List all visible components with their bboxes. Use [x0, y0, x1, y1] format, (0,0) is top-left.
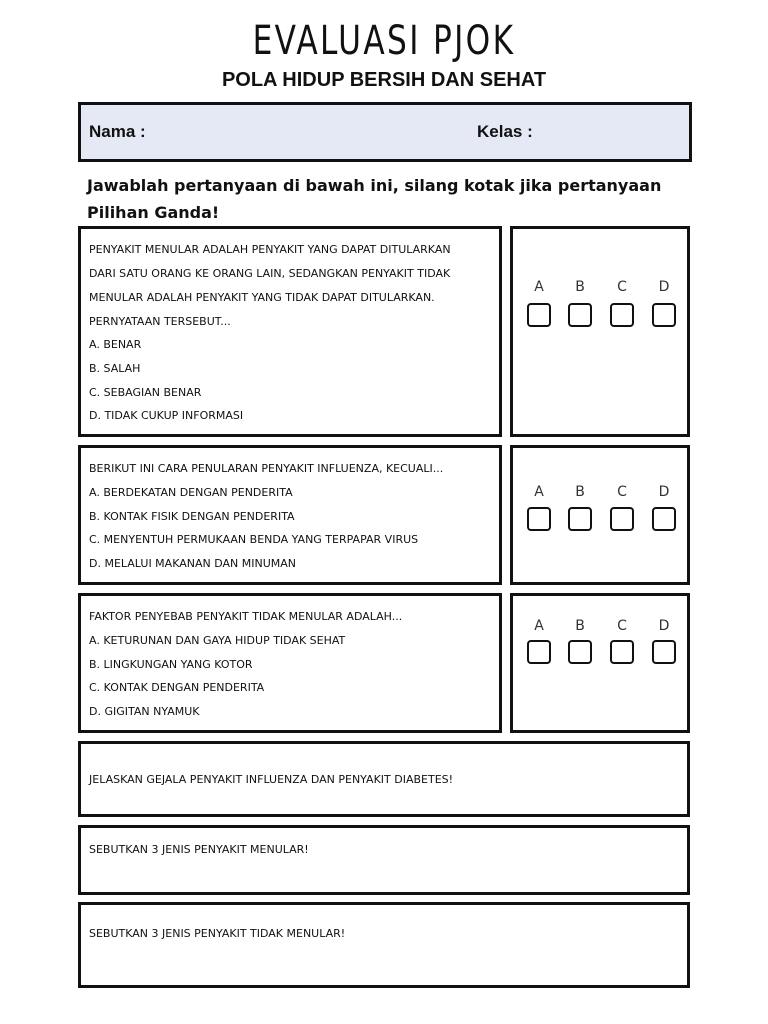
- question-2-option-b: B. KONTAK FISIK DENGAN PENDERITA: [89, 510, 295, 523]
- question-3-checkbox-d[interactable]: [652, 640, 676, 664]
- question-1-option-b: B. SALAH: [89, 362, 141, 375]
- question-1-option-c: C. SEBAGIAN BENAR: [89, 386, 202, 399]
- instruction-line-2: Pilihan Ganda!: [87, 203, 220, 222]
- choice-letter-d: D: [658, 618, 670, 634]
- question-2-box: [78, 445, 502, 585]
- choice-letter-c: C: [617, 618, 627, 634]
- page-subtitle: POLA HIDUP BERSIH DAN SEHAT: [221, 69, 547, 91]
- choice-letter-a: A: [534, 279, 544, 295]
- choice-letter-a: A: [534, 618, 544, 634]
- question-2-checkbox-c[interactable]: [610, 507, 634, 531]
- essay-3-box[interactable]: [78, 902, 690, 988]
- question-2-option-d: D. MELALUI MAKANAN DAN MINUMAN: [89, 557, 297, 570]
- choice-letter-b: B: [575, 279, 585, 295]
- essay-2-text: SEBUTKAN 3 JENIS PENYAKIT MENULAR!: [89, 843, 309, 856]
- page-title: EVALUASI PJOK: [252, 18, 516, 64]
- question-2-checkbox-b[interactable]: [568, 507, 592, 531]
- choice-letter-b: B: [575, 484, 585, 500]
- identity-box: [78, 102, 692, 162]
- kelas-label: Kelas :: [477, 122, 533, 141]
- question-1-text-line: PERNYATAAN TERSEBUT...: [89, 315, 231, 328]
- question-2-text-line: BERIKUT INI CARA PENULARAN PENYAKIT INFLUENZA, KECUALI...: [89, 462, 444, 475]
- question-3-option-a: A. KETURUNAN DAN GAYA HIDUP TIDAK SEHAT: [89, 634, 346, 647]
- question-1-option-d: D. TIDAK CUKUP INFORMASI: [89, 409, 244, 422]
- essay-1-box[interactable]: [78, 741, 690, 817]
- question-1-checkbox-a[interactable]: [527, 303, 551, 327]
- question-2-answer-box: [510, 445, 690, 585]
- question-2-option-a: A. BERDEKATAN DENGAN PENDERITA: [89, 486, 293, 499]
- question-3-option-d: D. GIGITAN NYAMUK: [89, 705, 200, 718]
- question-3-text-line: FAKTOR PENYEBAB PENYAKIT TIDAK MENULAR ADALAH...: [89, 610, 403, 623]
- question-3-answer-box: [510, 593, 690, 733]
- question-3-box: [78, 593, 502, 733]
- choice-letter-d: D: [658, 279, 670, 295]
- question-1-checkbox-b[interactable]: [568, 303, 592, 327]
- question-2-checkbox-d[interactable]: [652, 507, 676, 531]
- nama-label: Nama :: [89, 122, 146, 141]
- question-3-option-b: B. LINGKUNGAN YANG KOTOR: [89, 658, 253, 671]
- choice-letter-c: C: [617, 279, 627, 295]
- choice-letter-c: C: [617, 484, 627, 500]
- choice-letter-b: B: [575, 618, 585, 634]
- choice-letter-a: A: [534, 484, 544, 500]
- question-3-checkbox-b[interactable]: [568, 640, 592, 664]
- essay-1-text: JELASKAN GEJALA PENYAKIT INFLUENZA DAN PENYAKIT DIABETES!: [89, 773, 454, 786]
- instruction-line-1: Jawablah pertanyaan di bawah ini, silang kotak jika pertanyaan: [87, 176, 662, 195]
- question-1-text-line: PENYAKIT MENULAR ADALAH PENYAKIT YANG DAPAT DITULARKAN: [89, 243, 451, 256]
- question-1-text-line: DARI SATU ORANG KE ORANG LAIN, SEDANGKAN PENYAKIT TIDAK: [89, 267, 451, 280]
- question-1-text-line: MENULAR ADALAH PENYAKIT YANG TIDAK DAPAT DITULARKAN.: [89, 291, 435, 304]
- question-3-checkbox-a[interactable]: [527, 640, 551, 664]
- question-2-option-c: C. MENYENTUH PERMUKAAN BENDA YANG TERPAPAR VIRUS: [89, 533, 419, 546]
- instructions: [87, 172, 687, 226]
- question-1-checkbox-c[interactable]: [610, 303, 634, 327]
- question-3-checkbox-c[interactable]: [610, 640, 634, 664]
- question-1-answer-box: [510, 226, 690, 437]
- question-3-option-c: C. KONTAK DENGAN PENDERITA: [89, 681, 265, 694]
- essay-2-box[interactable]: [78, 825, 690, 895]
- choice-letter-d: D: [658, 484, 670, 500]
- question-2-checkbox-a[interactable]: [527, 507, 551, 531]
- essay-3-text: SEBUTKAN 3 JENIS PENYAKIT TIDAK MENULAR!: [89, 927, 346, 940]
- question-1-option-a: A. BENAR: [89, 338, 142, 351]
- question-1-checkbox-d[interactable]: [652, 303, 676, 327]
- question-1-box: [78, 226, 502, 437]
